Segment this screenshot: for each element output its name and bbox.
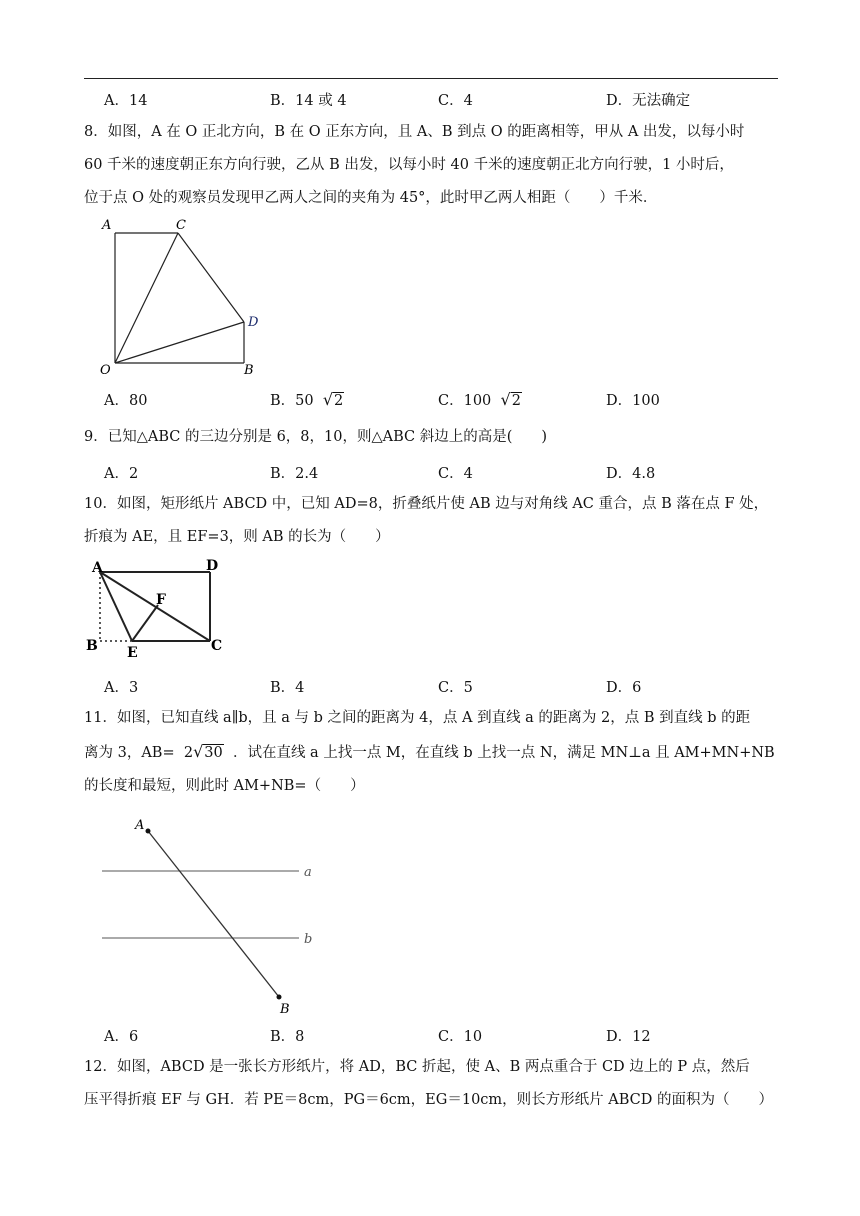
q11-label-a: A — [135, 818, 145, 833]
q10-label-d: D — [206, 558, 219, 574]
q8-segment-od — [115, 322, 244, 363]
q11-option-d[interactable]: D．12 — [606, 1029, 651, 1045]
q8-label-c: C — [176, 218, 186, 233]
top-rule — [84, 78, 778, 79]
q8-option-a[interactable]: A．80 — [104, 393, 148, 409]
q8-line-3: 位于点 O 处的观察员发现甲乙两人之间的夹角为 45°，此时甲乙两人相距（ ）千米． — [84, 190, 658, 206]
q10-options — [104, 676, 784, 698]
q8-option-d[interactable]: D．100 — [606, 393, 660, 409]
q9-option-a[interactable]: A．2 — [104, 466, 139, 482]
q8-option-b[interactable] — [270, 389, 344, 410]
q11-sqrt-coefficient: 2 — [183, 745, 194, 761]
q12-line-1: 12．如图，ABCD 是一张长方形纸片，将 AD，BC 折起，使 A、B 两点重合于 CD 边上的 P 点，然后 — [84, 1059, 750, 1075]
q10-label-f: F — [156, 592, 166, 608]
q8-line-1: 8．如图，A 在 O 正北方向，B 在 O 正东方向，且 A、B 到点 O 的距离相等，甲从 A 出发，以每小时 — [84, 124, 745, 140]
q11-line-3: 的长度和最短，则此时 AM+NB=（ ） — [84, 778, 365, 794]
q11-sqrt-radicand: 30 — [204, 745, 223, 761]
q7-option-a[interactable]: A．14 — [104, 93, 148, 109]
sqrt-30: √30 — [193, 742, 223, 761]
q11-label-line-a: a — [304, 865, 312, 880]
q11-line-2-pre: 离为 3，AB= — [84, 745, 175, 761]
q11-figure — [96, 814, 326, 1018]
q8-options — [104, 389, 784, 411]
q8-label-d: D — [248, 315, 259, 330]
q10-option-c[interactable]: C．5 — [438, 680, 473, 696]
question-10-text — [84, 488, 780, 554]
q12-line-2: 压平得折痕 EF 与 GH．若 PE＝8cm，PG＝6cm，EG＝10cm，则长方形纸片 ABCD 的面积为（ ） — [84, 1092, 774, 1108]
q8-segment-cd — [178, 233, 244, 322]
q10-label-b: B — [86, 638, 98, 654]
q11-option-c[interactable]: C．10 — [438, 1029, 483, 1045]
q8-option-b-radicand: 2 — [334, 393, 344, 409]
q8-line-2: 60 千米的速度朝正东方向行驶，乙从 B 出发，以每小时 40 千米的速度朝正北方向行驶，1 小时后， — [84, 157, 734, 173]
q11-label-b: B — [280, 1002, 290, 1017]
q8-label-o: O — [100, 363, 111, 378]
q8-segment-oc — [115, 233, 178, 363]
q8-option-c-radicand: 2 — [511, 393, 521, 409]
q8-option-c-text: C．100 — [438, 393, 492, 409]
question-8-text — [84, 116, 780, 215]
q10-label-e: E — [127, 645, 138, 660]
sqrt-2: √2 — [322, 390, 344, 409]
q9-option-d[interactable]: D．4.8 — [606, 466, 656, 482]
q11-option-b[interactable]: B．8 — [270, 1029, 305, 1045]
q10-label-c: C — [211, 638, 223, 654]
q7-option-d[interactable]: D．无法确定 — [606, 93, 691, 109]
q11-label-line-b: b — [304, 932, 313, 947]
question-12-text — [84, 1051, 780, 1117]
q9-option-c[interactable]: C．4 — [438, 466, 473, 482]
q7-option-c[interactable]: C．4 — [438, 93, 473, 109]
q11-options — [104, 1025, 784, 1047]
question-11-text — [84, 702, 780, 803]
q7-option-b[interactable]: B．14 或 4 — [270, 93, 347, 109]
q10-line-2: 折痕为 AE，且 EF=3，则 AB 的长为（ ） — [84, 529, 390, 545]
q11-point-b — [277, 995, 282, 1000]
q11-point-a — [146, 829, 151, 834]
q8-option-c[interactable] — [438, 389, 522, 410]
sqrt-2: √2 — [500, 390, 521, 409]
q11-segment-ab — [148, 831, 279, 997]
q9-line-1: 9．已知△ABC 的三边分别是 6，8，10，则△ABC 斜边上的高是( ) — [84, 429, 548, 445]
q10-label-a: A — [92, 560, 103, 576]
q9-option-b[interactable]: B．2.4 — [270, 466, 319, 482]
q11-line-2-post: ．试在直线 a 上找一点 M，在直线 b 上找一点 N，满足 MN⊥a 且 AM+MN+NB — [232, 745, 775, 761]
q11-line-1: 11．如图，已知直线 a∥b，且 a 与 b 之间的距离为 4，点 A 到直线 a 的距离为 2，点 B 到直线 b 的距 — [84, 710, 751, 726]
q10-segment-ef — [132, 605, 158, 641]
q9-options — [104, 462, 784, 484]
q10-line-1: 10．如图，矩形纸片 ABCD 中，已知 AD=8，折叠纸片使 AB 边与对角线 AC 重合，点 B 落在点 F 处， — [84, 496, 769, 512]
q11-line-2 — [84, 735, 780, 770]
q10-option-b[interactable]: B．4 — [270, 680, 305, 696]
q10-option-a[interactable]: A．3 — [104, 680, 139, 696]
question-9-text — [84, 421, 780, 454]
q8-option-b-text: B．50 — [270, 393, 314, 409]
q10-figure — [84, 556, 234, 660]
q7-options — [104, 89, 784, 111]
q11-option-a[interactable]: A．6 — [104, 1029, 139, 1045]
q8-label-a: A — [102, 218, 112, 233]
q8-figure — [96, 214, 266, 380]
q8-label-b: B — [244, 363, 254, 378]
q10-option-d[interactable]: D．6 — [606, 680, 642, 696]
